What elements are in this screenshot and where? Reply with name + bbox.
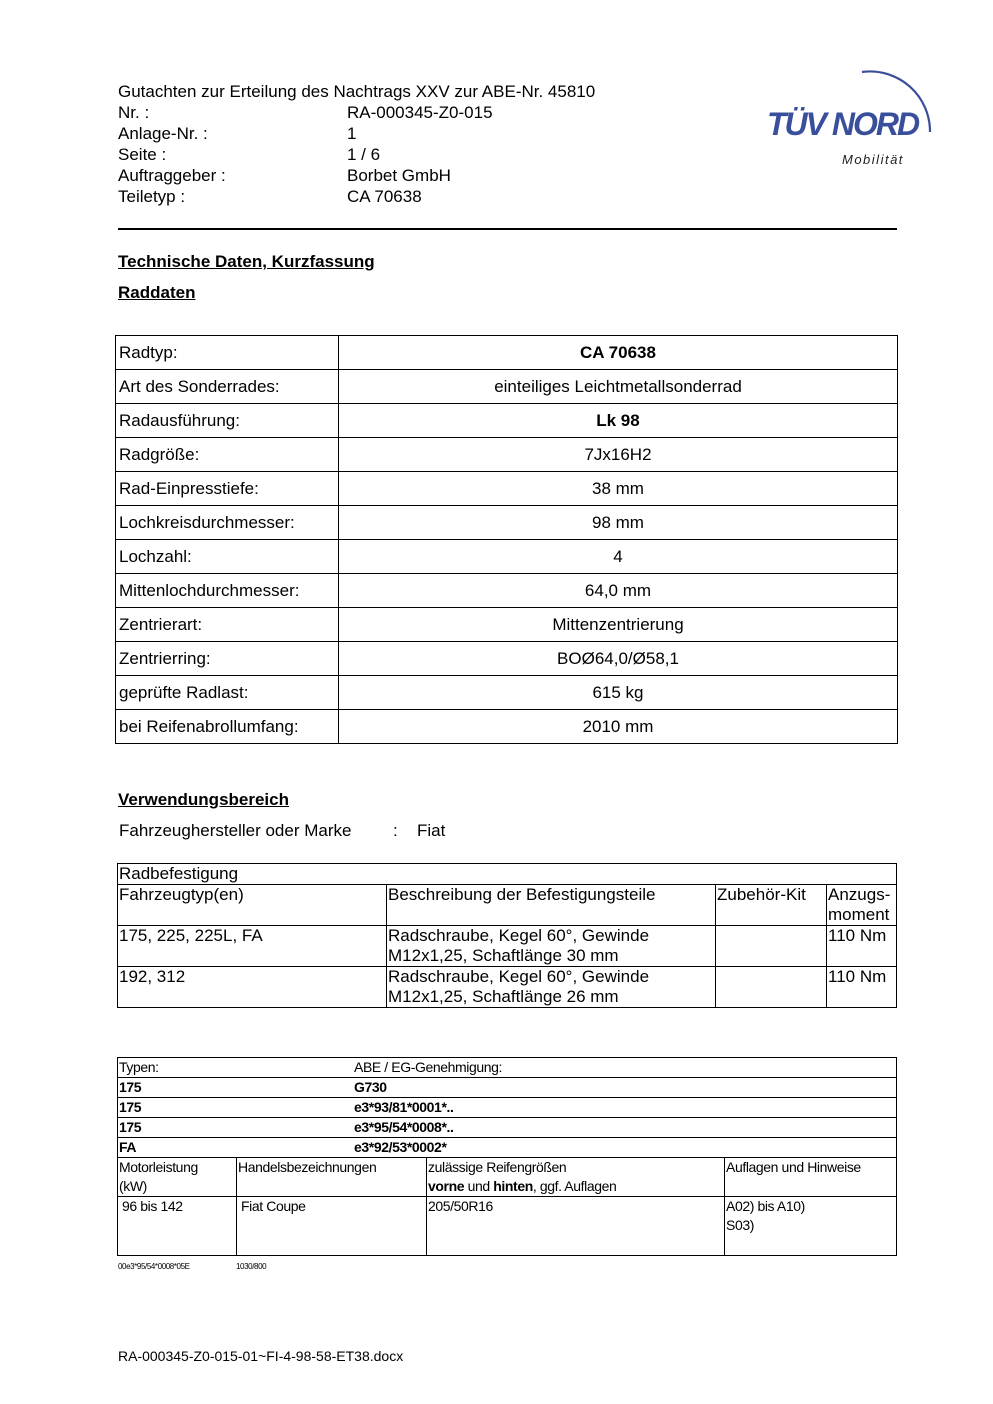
header-value-teiletyp: CA 70638 — [347, 187, 422, 206]
table-row — [116, 336, 898, 370]
col-header-anzugs: Anzugs- — [828, 885, 891, 904]
header-value-auftraggeber: Borbet GmbH — [347, 166, 451, 185]
table-row — [118, 1078, 897, 1098]
col-header-auflagen: Auflagen und Hinweise — [725, 1158, 897, 1197]
cell-fahrzeugtyp: 192, 312 — [118, 967, 387, 1008]
reifen-hinten: hinten — [493, 1178, 533, 1194]
row-label: Radausführung: — [116, 404, 339, 438]
table-row — [116, 574, 898, 608]
row-value: 7Jx16H2 — [339, 438, 898, 472]
table-row — [116, 438, 898, 472]
tiny-code: 00e3*95/54*0008*05E — [118, 1262, 190, 1271]
cell-zubehoer — [716, 926, 827, 967]
col-header-handel: Handelsbezeichnungen — [237, 1158, 427, 1197]
table-row — [116, 642, 898, 676]
reifen-auflagen: , ggf. Auflagen — [532, 1178, 617, 1194]
table-row — [118, 1138, 897, 1158]
typen-row — [118, 1118, 897, 1138]
tuev-nord-logo — [762, 58, 942, 173]
tiny-number: 1030/800 — [236, 1262, 267, 1271]
row-label: Lochzahl: — [116, 540, 339, 574]
row-label: Zentrierart: — [116, 608, 339, 642]
table-row — [118, 1118, 897, 1138]
col-header-beschreibung: Beschreibung der Befestigungsteile — [387, 885, 716, 926]
reifen-line: zulässige Reifengrößen — [428, 1159, 567, 1175]
table-row — [118, 967, 897, 1008]
col-header-zubehoer: Zubehör-Kit — [716, 885, 827, 926]
typ-value: 175 — [119, 1079, 142, 1095]
row-value: 98 mm — [339, 506, 898, 540]
typ-value: FA — [119, 1139, 137, 1155]
reifen-und: und — [464, 1178, 494, 1194]
hersteller-separator: : — [393, 821, 398, 840]
abe-value: e3*92/53*0002* — [354, 1139, 447, 1155]
row-value: 4 — [339, 540, 898, 574]
row-value: 615 kg — [339, 676, 898, 710]
desc-line: M12x1,25, Schaftlänge 30 mm — [388, 946, 619, 965]
footer-filename: RA-000345-Z0-015-01~FI-4-98-58-ET38.docx — [118, 1348, 404, 1364]
typen-header — [118, 1058, 897, 1078]
header-divider — [118, 228, 897, 230]
row-value: CA 70638 — [339, 336, 898, 370]
header-label-seite: Seite : — [118, 145, 167, 164]
header-value-seite: 1 / 6 — [347, 145, 381, 164]
table-row — [116, 506, 898, 540]
table-header-row — [118, 1158, 897, 1197]
header-label-nr: Nr. : — [118, 103, 150, 122]
auflagen-line: A02) bis A10) — [726, 1198, 805, 1214]
row-label: bei Reifenabrollumfang: — [116, 710, 339, 744]
row-value: Lk 98 — [339, 404, 898, 438]
col-header-reifen — [427, 1158, 725, 1197]
document-title: Gutachten zur Erteilung des Nachtrags XXV zur ABE-Nr. 45810 — [118, 82, 596, 101]
table-row — [116, 540, 898, 574]
typen-row — [118, 1098, 897, 1118]
typ-value: 175 — [119, 1119, 142, 1135]
row-value: 64,0 mm — [339, 574, 898, 608]
header-label-teiletyp: Teiletyp : — [118, 187, 186, 206]
row-label: geprüfte Radlast: — [116, 676, 339, 710]
table-row — [118, 1098, 897, 1118]
section-raddaten: Raddaten — [118, 283, 196, 302]
row-label: Rad-Einpresstiefe: — [116, 472, 339, 506]
cell-moment: 110 Nm — [827, 926, 897, 967]
col-header-fahrzeugtyp: Fahrzeugtyp(en) — [118, 885, 387, 926]
row-value: 38 mm — [339, 472, 898, 506]
table-row — [116, 710, 898, 744]
motor-line: Motorleistung — [119, 1159, 198, 1175]
table-row — [116, 676, 898, 710]
logo-wordmark: TÜV NORD — [767, 106, 919, 142]
row-label: Lochkreisdurchmesser: — [116, 506, 339, 540]
desc-line: Radschraube, Kegel 60°, Gewinde — [388, 967, 650, 986]
table-row — [118, 864, 897, 885]
desc-line: M12x1,25, Schaftlänge 26 mm — [388, 987, 619, 1006]
col-header-motorleistung — [118, 1158, 237, 1197]
col-header-anzugsmoment — [827, 885, 897, 926]
raddaten-table — [115, 335, 898, 744]
cell-motor: 96 bis 142 — [118, 1197, 237, 1256]
cell-beschreibung — [387, 967, 716, 1008]
hersteller-value: Fiat — [417, 821, 446, 840]
header-value-nr: RA-000345-Z0-015 — [347, 103, 493, 122]
cell-auflagen — [725, 1197, 897, 1256]
hersteller-label: Fahrzeughersteller oder Marke — [119, 821, 352, 840]
table-row — [118, 1058, 897, 1078]
table-header-row — [118, 885, 897, 926]
table-row — [116, 404, 898, 438]
typ-value: 175 — [119, 1099, 142, 1115]
row-value: einteiliges Leichtmetallsonderrad — [339, 370, 898, 404]
section-verwendungsbereich: Verwendungsbereich — [118, 790, 289, 809]
row-label: Radgröße: — [116, 438, 339, 472]
auflagen-line: S03) — [726, 1217, 754, 1233]
abe-value: e3*93/81*0001*.. — [354, 1099, 454, 1115]
typen-row — [118, 1078, 897, 1098]
reifen-vorne: vorne — [428, 1178, 465, 1194]
desc-line: Radschraube, Kegel 60°, Gewinde — [388, 926, 650, 945]
cell-moment: 110 Nm — [827, 967, 897, 1008]
cell-handel: Fiat Coupe — [237, 1197, 427, 1256]
typen-row — [118, 1138, 897, 1158]
table-row — [116, 608, 898, 642]
header-label-auftraggeber: Auftraggeber : — [118, 166, 226, 185]
row-value: 2010 mm — [339, 710, 898, 744]
table-row — [116, 472, 898, 506]
row-label: Art des Sonderrades: — [116, 370, 339, 404]
table-row — [118, 926, 897, 967]
section-technische-daten: Technische Daten, Kurzfassung — [118, 252, 375, 271]
row-value: Mittenzentrierung — [339, 608, 898, 642]
row-label: Zentrierring: — [116, 642, 339, 676]
typen-table — [117, 1057, 897, 1256]
row-label: Radtyp: — [116, 336, 339, 370]
abe-label: ABE / EG-Genehmigung: — [354, 1059, 503, 1075]
row-label: Mittenlochdurchmesser: — [116, 574, 339, 608]
table-row — [118, 1197, 897, 1256]
table-row — [116, 370, 898, 404]
cell-zubehoer — [716, 967, 827, 1008]
col-header-moment: moment — [828, 905, 890, 924]
radbefestigung-table — [117, 863, 897, 1008]
cell-reifen: 205/50R16 — [427, 1197, 725, 1256]
befestigung-title: Radbefestigung — [118, 864, 897, 885]
abe-value: G730 — [354, 1079, 387, 1095]
cell-beschreibung — [387, 926, 716, 967]
cell-fahrzeugtyp: 175, 225, 225L, FA — [118, 926, 387, 967]
header-label-anlage: Anlage-Nr. : — [118, 124, 208, 143]
typen-label: Typen: — [119, 1059, 159, 1075]
row-value: BOØ64,0/Ø58,1 — [339, 642, 898, 676]
header-value-anlage: 1 — [347, 124, 357, 143]
logo-subtitle: Mobilität — [842, 152, 904, 167]
abe-value: e3*95/54*0008*.. — [354, 1119, 454, 1135]
motor-unit: (kW) — [119, 1178, 147, 1194]
